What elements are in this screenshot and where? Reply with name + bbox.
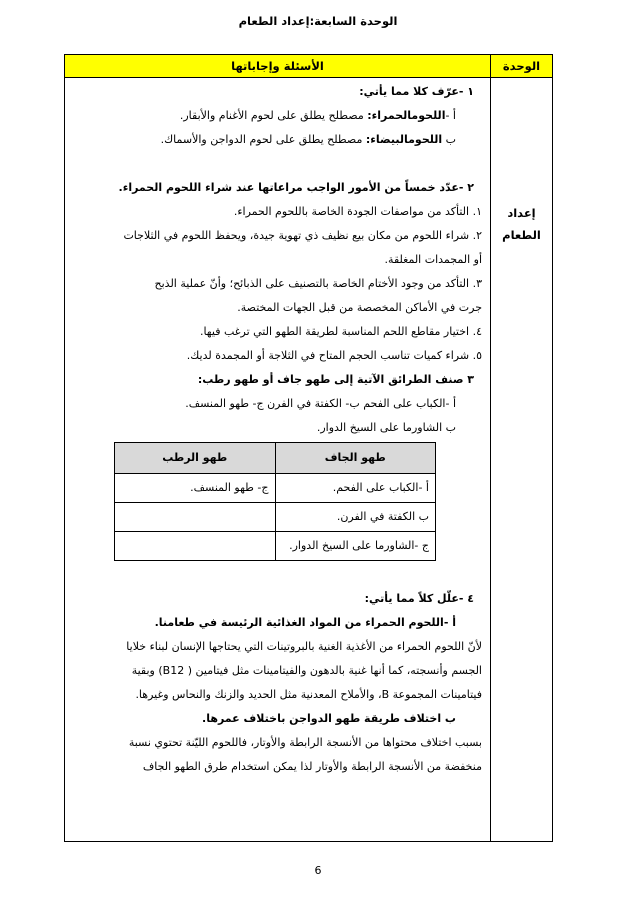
wet-cell — [115, 503, 276, 532]
question-4-part-a-answer: فيتامينات المجموعة B، والأملاح المعدنية مثل الحديد والزنك والنحاس وغيرها. — [135, 688, 482, 701]
cooking-methods-table — [114, 442, 436, 561]
question-2-title: ٢ -عدّد خمساً من الأمور الواجب مراعاتها عند شراء اللحوم الحمراء. — [118, 181, 474, 194]
question-3-title: ٣ صنف الطرائق الآتية إلى طهو جاف أو طهو رطب: — [197, 373, 474, 386]
page-number: 6 — [314, 864, 322, 877]
question-2-item: ٥. شراء كميات تناسب الحجم المتاح في الثلاجة أو المجمدة لديك. — [186, 349, 482, 362]
question-4-part-b-answer: بسبب اختلاف محتواها من الأنسجة الرابطة والأوتار، فاللحوم الليّنة تحتوي نسبة — [128, 736, 482, 749]
table-row — [115, 474, 436, 503]
dry-cell: ب الكفتة في الفرن. — [275, 503, 436, 532]
question-2-item: ٣. التأكد من وجود الأختام الخاصة بالتصنيف على الذبائح؛ وأنّ عملية الذبح — [154, 277, 482, 290]
wet-cell — [115, 532, 276, 561]
dry-cell: ج -الشاورما على السيخ الدوار. — [275, 532, 436, 561]
question-4-part-a-title: أ -اللحوم الحمراء من المواد الغذائية الرئيسة في طعامنا. — [154, 616, 456, 629]
answer-a-term: اللحومالحمراء: — [367, 109, 446, 122]
answer-a-definition: مصطلح يطلق على لحوم الأغنام والأبقار. — [179, 109, 368, 122]
qa-column-header: الأسئلة وإجاباتها — [65, 55, 491, 78]
wet-cell: ج- طهو المنسف. — [115, 474, 276, 503]
table-row — [115, 532, 436, 561]
question-1-answer-b — [71, 128, 456, 152]
answer-a-prefix: أ - — [445, 109, 456, 122]
unit-name — [491, 202, 552, 246]
answer-b-definition: مصطلح يطلق على لحوم الدواجن والأسماك. — [160, 133, 366, 146]
question-1-title: ١ -عرّف كلا مما يأتي: — [359, 85, 474, 98]
question-4-title: ٤ -علّل كلاً مما يأتي: — [364, 592, 474, 605]
table-body-row — [65, 78, 553, 842]
question-2-item: جرت في الأماكن المخصصة من قبل الجهات المختصة. — [237, 301, 482, 314]
question-4-part-b-title: ب اختلاف طريقة طهو الدواجن باختلاف عمرها. — [202, 712, 456, 725]
unit-name-line-2: الطعام — [502, 228, 541, 242]
question-2-item: أو المجمدات المغلقة. — [384, 253, 482, 266]
answer-b-term: اللحومالبيضاء: — [365, 133, 443, 146]
wet-cooking-header: طهو الرطب — [115, 443, 276, 474]
answer-b-prefix: ب — [442, 133, 456, 146]
question-4-part-b-answer: منخفضة من الأنسجة الرابطة والأوتار لذا يمكن استخدام طرق الطهو الجاف — [142, 760, 482, 773]
question-3-line-b: ب الشاورما على السيخ الدوار. — [316, 421, 456, 434]
table-row — [115, 503, 436, 532]
cooking-table-header — [115, 443, 436, 474]
question-3-line-a: أ -الكباب على الفحم ب- الكفتة في الفرن ج- طهو المنسف. — [185, 397, 456, 410]
table-header-row — [65, 55, 553, 78]
dry-cell: أ -الكباب على الفحم. — [275, 474, 436, 503]
question-4-part-a-answer: لأنّ اللحوم الحمراء من الأغذية الغنية بالبروتينات التي يحتاجها الإنسان لبناء خلايا — [126, 640, 482, 653]
question-2-item: ١. التأكد من مواصفات الجودة الخاصة باللحوم الحمراء. — [233, 205, 482, 218]
unit-cell — [491, 78, 553, 842]
unit-name-line-1: إعداد — [507, 206, 536, 220]
question-2-item: ٤. اختيار مقاطع اللحم المناسبة لطريقة الطهو التي ترغب فيها. — [199, 325, 482, 338]
qa-table — [64, 54, 553, 842]
page-title: الوحدة السابعة:إعداد الطعام — [238, 14, 398, 28]
question-1-answer-a — [71, 104, 456, 128]
qa-cell — [65, 78, 491, 842]
question-4-part-a-answer: الجسم وأنسجته، كما أنها غنية بالدهون والفيتامينات مثل فيتامين ( B12) وبقية — [131, 664, 482, 677]
unit-column-header: الوحدة — [491, 55, 553, 78]
question-2-item: ٢. شراء اللحوم من مكان بيع نظيف ذي تهوية جيدة، ويحفظ اللحوم في الثلاجات — [123, 229, 482, 242]
dry-cooking-header: طهو الجاف — [275, 443, 436, 474]
